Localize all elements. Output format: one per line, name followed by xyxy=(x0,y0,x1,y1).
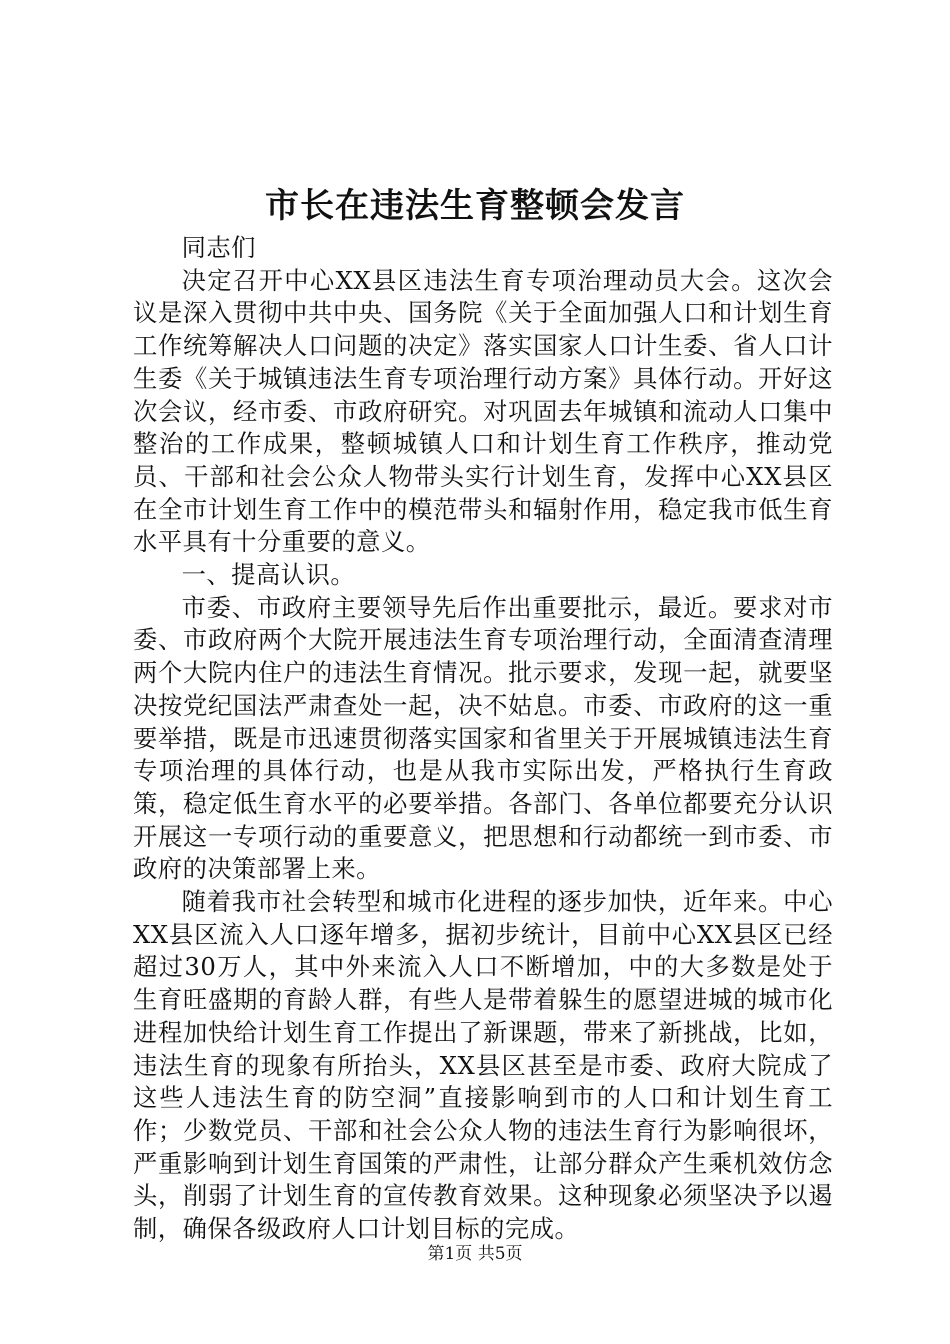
paragraph-instructions: 市委、市政府主要领导先后作出重要批示，最近。要求对市委、市政府两个大院开展违法生育专项治理行动，全面清查清理两个大院内住户的违法生育情况。批示要求，发现一起，就要坚决按党纪国法严肃查处一起，决不姑息。市委、市政府的这一重要举措，既是市迅速贯彻落实国家和省里关于开展城镇违法生育专项治理的具体行动，也是从我市实际出发，严格执行生育政策，稳定低生育水平的必要举措。各部门、各单位都要充分认识开展这一专项行动的重要意义，把思想和行动都统一到市委、市政府的决策部署上来。 xyxy=(133,592,833,884)
paragraph-intro: 决定召开中心XX县区违法生育专项治理动员大会。这次会议是深入贯彻中共中央、国务院《关于全面加强人口和计划生育工作统筹解决人口问题的决定》落实国家人口计生委、省人口计生委《关于城镇违法生育专项治理行动方案》具体行动。开好这次会议，经市委、市政府研究。对巩固去年城镇和流动人口集中整治的工作成果，整顿城镇人口和计划生育工作秩序，推动党员、干部和社会公众人物带头实行计划生育，发挥中心XX县区在全市计划生育工作中的模范带头和辐射作用，稳定我市低生育水平具有十分重要的意义。 xyxy=(133,265,833,557)
salutation: 同志们 xyxy=(181,233,256,262)
section-heading: 一、提高认识。 xyxy=(181,560,356,590)
page-footer: 第1页 共5页 xyxy=(427,1244,523,1264)
document-title: 市长在违法生育整顿会发言 xyxy=(265,186,685,226)
document-body xyxy=(133,232,833,1246)
paragraph-situation: 随着我市社会转型和城市化进程的逐步加快，近年来。中心XX县区流入人口逐年增多，据初步统计，目前中心XX县区已经超过30万人，其中外来流入人口不断增加，中的大多数是处于生育旺盛期的育龄人群，有些人是带着躲生的愿望进城的城市化进程加快给计划生育工作提出了新课题，带来了新挑战，比如，违法生育的现象有所抬头，XX县区甚至是市委、政府大院成了这些人违法生育的防空洞”直接影响到市的人口和计划生育工作；少数党员、干部和社会公众人物的违法生育行为影响很坏，严重影响到计划生育国策的严肃性，让部分群众产生乘机效仿念头，削弱了计划生育的宣传教育效果。这种现象必须坚决予以遏制，确保各级政府人口计划目标的完成。 xyxy=(133,887,833,1244)
